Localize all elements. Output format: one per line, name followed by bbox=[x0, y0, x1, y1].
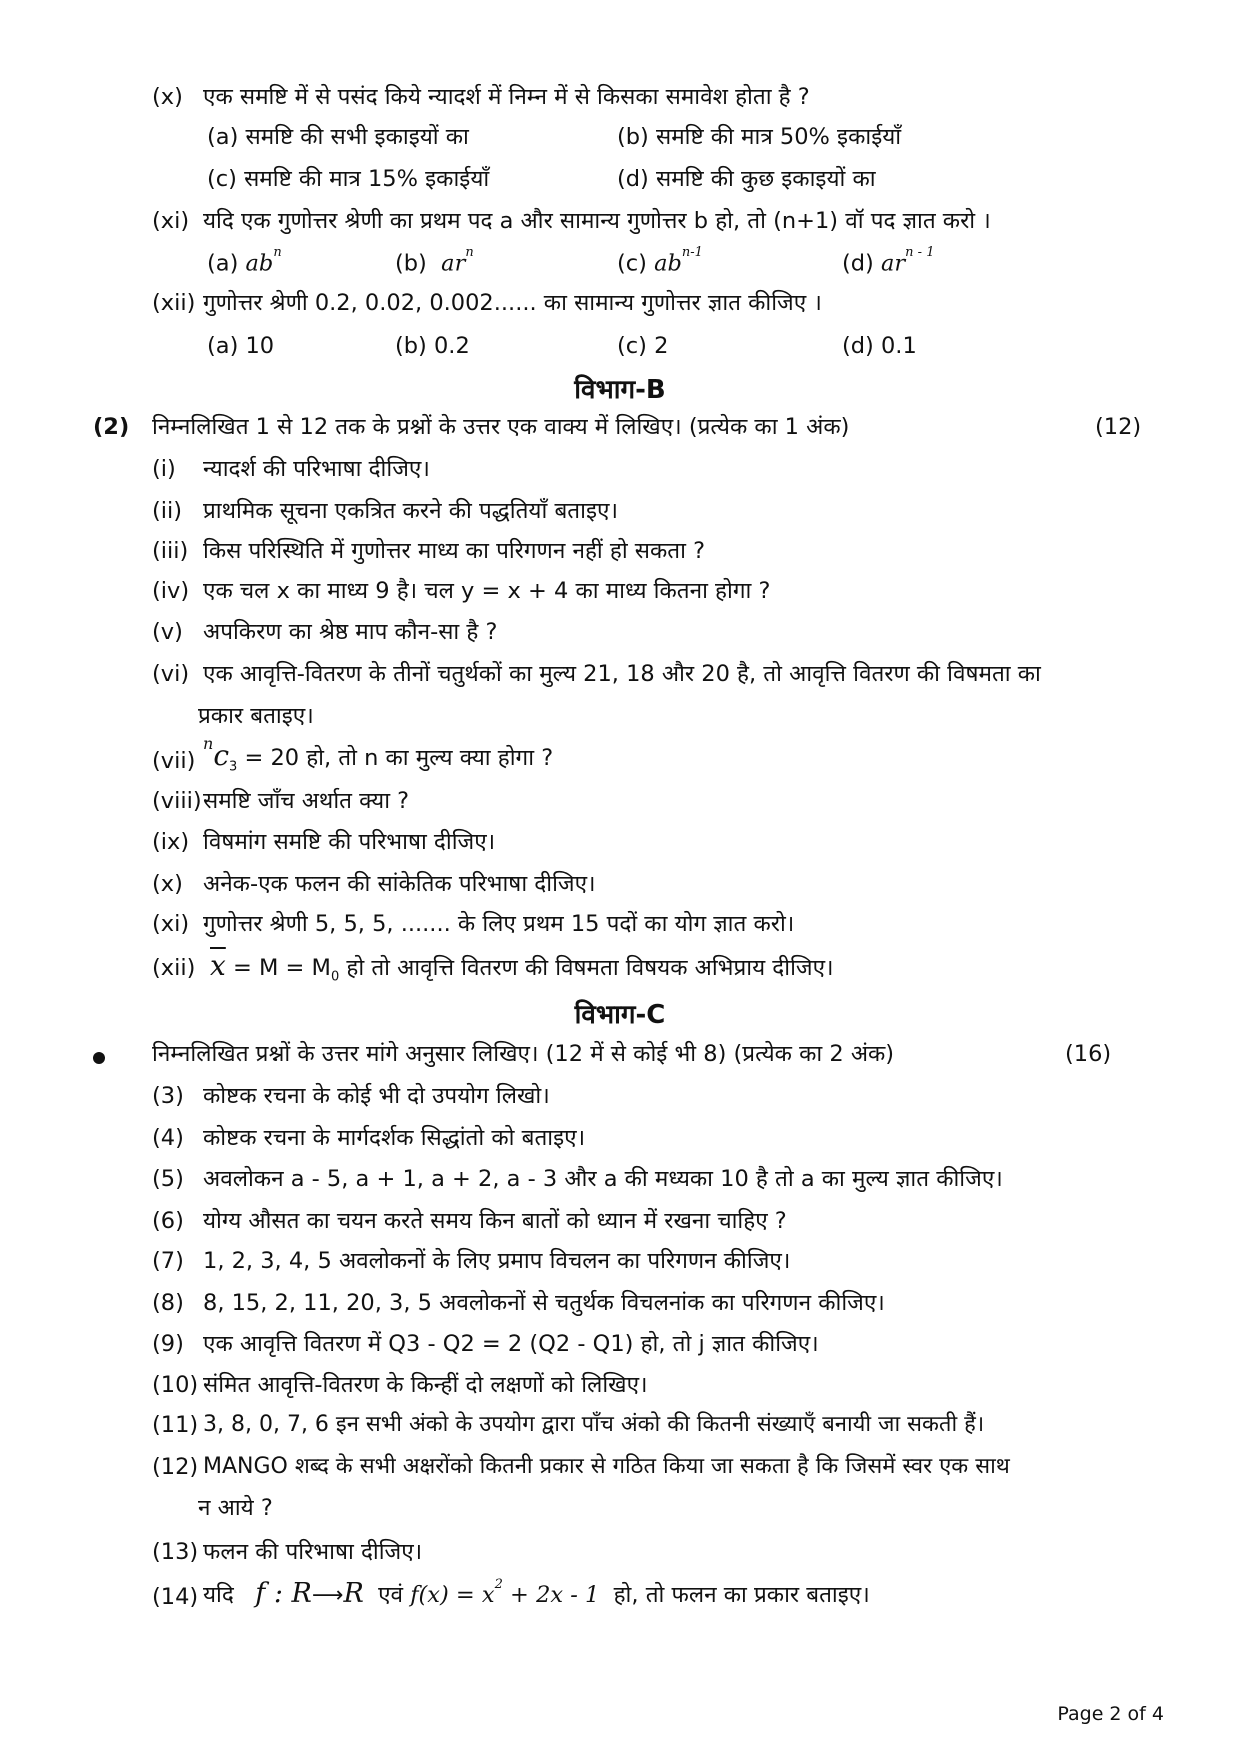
question-number: (xii) bbox=[152, 955, 196, 981]
bullet-icon bbox=[93, 1052, 105, 1064]
question-text: किस परिस्थिति में गुणोत्तर माध्य का परिगणन नहीं हो सकता ? bbox=[203, 538, 706, 564]
question-number: (x) bbox=[152, 84, 183, 110]
section-heading: विभाग-C bbox=[574, 1000, 666, 1030]
question-text: $\overline{x} = M = M_0$ हो तो आवृत्ति वितरण की विषमता विषयक अभिप्राय दीजिए। bbox=[210, 949, 834, 985]
question-text: $^nc_3 = 20$ हो, तो n का मुल्य क्या होगा ? bbox=[203, 733, 554, 775]
question-number: (ix) bbox=[152, 829, 190, 855]
page-number: Page 2 of 4 bbox=[1057, 1703, 1164, 1725]
question-number: (13) bbox=[152, 1539, 199, 1565]
question-text: अपकिरण का श्रेष्ठ माप कौन-सा है ? bbox=[203, 619, 498, 645]
question-number: (11) bbox=[152, 1412, 199, 1438]
question-text: कोष्टक रचना के कोई भी दो उपयोग लिखो। bbox=[203, 1083, 550, 1109]
question-text: योग्य औसत का चयन करते समय किन बातों को ध्यान में रखना चाहिए ? bbox=[203, 1208, 787, 1234]
question-text: एक समष्टि में से पसंद किये न्यादर्श में निम्न में से किसका समावेश होता है ? bbox=[203, 84, 810, 110]
option-a: (a) समष्टि की सभी इकाइयों का bbox=[207, 124, 469, 150]
question-text: यदि f : R⟶R एवं $f(x) = x^2 + 2x - 1$ हो, तो फलन का प्रकार बताइए। bbox=[203, 1576, 870, 1609]
question-text: विषमांग समष्टि की परिभाषा दीजिए। bbox=[203, 829, 496, 855]
question-text: गुणोत्तर श्रेणी 5, 5, 5, ....... के लिए प्रथम 15 पदों का योग ज्ञात करो। bbox=[203, 911, 795, 937]
question-text: यदि एक गुणोत्तर श्रेणी का प्रथम पद a और सामान्य गुणोत्तर b हो, तो (n+1) वॉ पद ज्ञात करो । bbox=[203, 208, 991, 234]
question-number: (vii) bbox=[152, 748, 196, 774]
question-number: (xi) bbox=[152, 911, 190, 937]
question-text: कोष्टक रचना के मार्गदर्शक सिद्धांतो को बताइए। bbox=[203, 1125, 586, 1151]
question-number: (5) bbox=[152, 1166, 184, 1192]
question-number: (i) bbox=[152, 456, 176, 482]
question-number: (9) bbox=[152, 1331, 184, 1357]
question-number: (14) bbox=[152, 1584, 199, 1610]
question-text: एक आवृत्ति-वितरण के तीनों चतुर्थकों का मुल्य 21, 18 और 20 है, तो आवृत्ति वितरण की विषमता का bbox=[203, 661, 1041, 687]
option-a: (a) $ab^n$ bbox=[207, 245, 282, 277]
question-text-continued: प्रकार बताइए। bbox=[198, 703, 314, 729]
question-text: 8, 15, 2, 11, 20, 3, 5 अवलोकनों से चतुर्थक विचलनांक का परिगणन कीजिए। bbox=[203, 1290, 885, 1316]
option-b: (b) 0.2 bbox=[395, 333, 470, 359]
question-number: (iv) bbox=[152, 578, 190, 604]
question-text: अवलोकन a - 5, a + 1, a + 2, a - 3 और a की मध्यका 10 है तो a का मुल्य ज्ञात कीजिए। bbox=[203, 1166, 1003, 1192]
question-text: समष्टि जाँच अर्थात क्या ? bbox=[203, 788, 410, 814]
question-number: (12) bbox=[152, 1454, 199, 1480]
question-text: एक आवृत्ति वितरण में Q3 - Q2 = 2 (Q2 - Q1) हो, तो j ज्ञात कीजिए। bbox=[203, 1331, 819, 1357]
question-number: (10) bbox=[152, 1372, 199, 1398]
question-number: (x) bbox=[152, 871, 183, 897]
question-text: संमित आवृत्ति-वितरण के किन्हीं दो लक्षणों को लिखिए। bbox=[203, 1372, 648, 1398]
question-text: प्राथमिक सूचना एकत्रित करने की पद्धतियाँ बताइए। bbox=[203, 498, 618, 524]
option-c: (c) 2 bbox=[617, 333, 669, 359]
section-instruction: निम्नलिखित प्रश्नों के उत्तर मांगे अनुसार लिखिए। (12 में से कोई भी 8) (प्रत्येक का 2 अंक) bbox=[152, 1041, 895, 1067]
question-text: अनेक-एक फलन की सांकेतिक परिभाषा दीजिए। bbox=[203, 871, 596, 897]
question-number: (iii) bbox=[152, 538, 189, 564]
section-instruction: निम्नलिखित 1 से 12 तक के प्रश्नों के उत्तर एक वाक्य में लिखिए। (प्रत्येक का 1 अंक) bbox=[152, 414, 850, 440]
question-text: 3, 8, 0, 7, 6 इन सभी अंको के उपयोग द्वारा पाँच अंको की कितनी संख्याएँ बनायी जा सकती हैं। bbox=[203, 1412, 985, 1437]
question-text: एक चल x का माध्य 9 है। चल y = x + 4 का माध्य कितना होगा ? bbox=[203, 578, 771, 604]
question-number: (v) bbox=[152, 619, 183, 645]
question-text: MANGO शब्द के सभी अक्षरोंको कितनी प्रकार से गठित किया जा सकता है कि जिसमें स्वर एक साथ bbox=[203, 1454, 1010, 1479]
question-number: (xii) bbox=[152, 290, 196, 316]
option-d: (d) $ar^{n - 1}$ bbox=[842, 245, 935, 277]
option-b: (b) $ar^n$ bbox=[395, 245, 474, 277]
question-number: (xi) bbox=[152, 208, 190, 234]
option-d: (d) समष्टि की कुछ इकाइयों का bbox=[617, 166, 876, 192]
question-text: 1, 2, 3, 4, 5 अवलोकनों के लिए प्रमाप विचलन का परिगणन कीजिए। bbox=[203, 1248, 791, 1274]
question-number: (4) bbox=[152, 1125, 184, 1151]
option-b: (b) समष्टि की मात्र 50% इकाईयाँ bbox=[617, 124, 902, 150]
option-d: (d) 0.1 bbox=[842, 333, 917, 359]
question-number: (viii) bbox=[152, 788, 202, 814]
question-number: (2) bbox=[93, 414, 130, 440]
question-number: (6) bbox=[152, 1208, 184, 1234]
question-text: फलन की परिभाषा दीजिए। bbox=[203, 1539, 423, 1565]
question-text: न्यादर्श की परिभाषा दीजिए। bbox=[203, 456, 430, 482]
question-number: (7) bbox=[152, 1248, 184, 1274]
question-number: (3) bbox=[152, 1083, 184, 1109]
question-text-continued: न आये ? bbox=[198, 1495, 273, 1521]
option-c: (c) $ab^{n-1}$ bbox=[617, 245, 703, 277]
question-text: गुणोत्तर श्रेणी 0.2, 0.02, 0.002...... का सामान्य गुणोत्तर ज्ञात कीजिए । bbox=[203, 290, 822, 316]
question-number: (8) bbox=[152, 1290, 184, 1316]
question-number: (ii) bbox=[152, 498, 183, 524]
option-a: (a) 10 bbox=[207, 333, 275, 359]
option-c: (c) समष्टि की मात्र 15% इकाईयाँ bbox=[207, 166, 490, 192]
section-heading: विभाग-B bbox=[574, 375, 666, 405]
marks: (12) bbox=[1095, 414, 1142, 440]
question-number: (vi) bbox=[152, 661, 190, 687]
marks: (16) bbox=[1065, 1041, 1112, 1067]
